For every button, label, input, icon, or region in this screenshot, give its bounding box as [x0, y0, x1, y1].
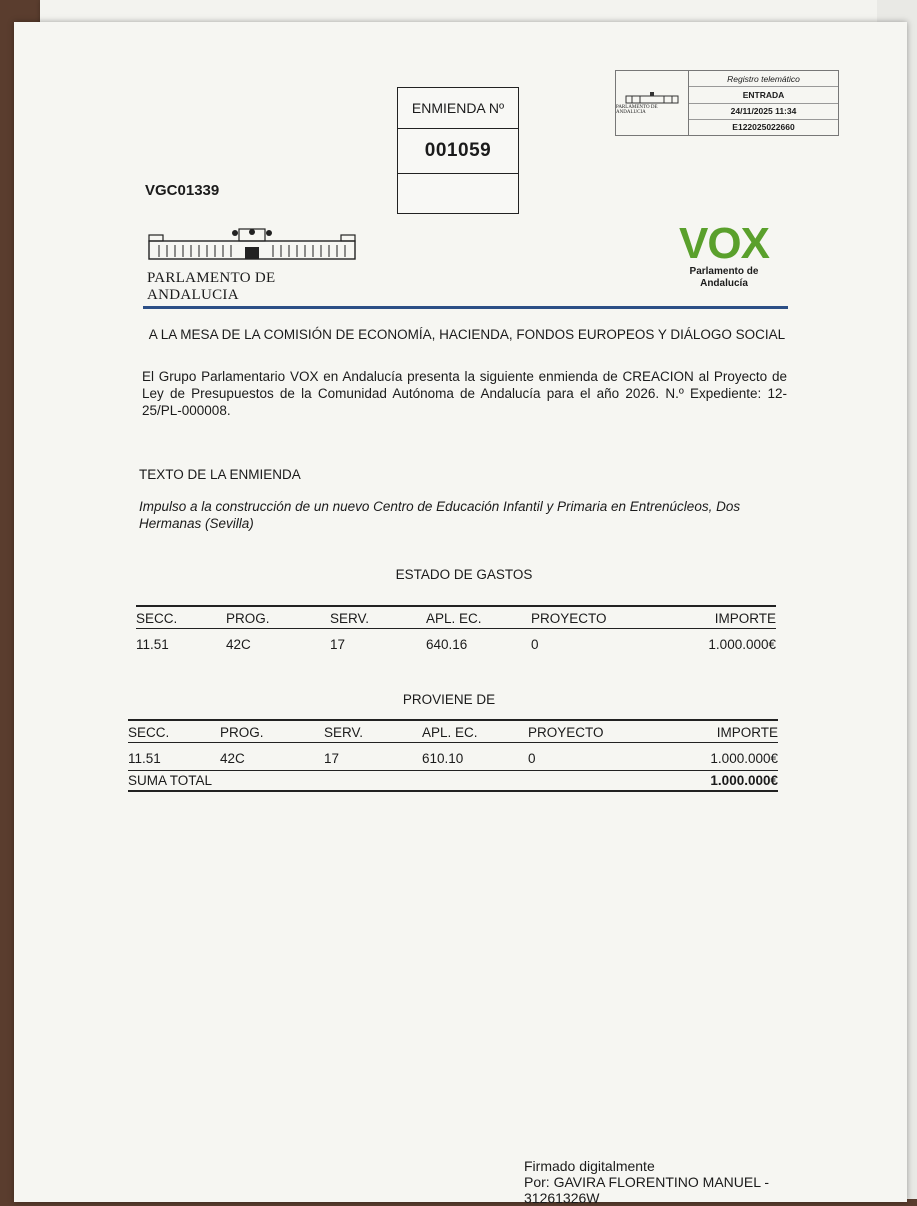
- header-apl-ec: APL. EC.: [422, 720, 528, 743]
- parlamento-name: PARLAMENTO DE ANDALUCIA: [147, 270, 276, 303]
- vox-logo: [669, 219, 779, 290]
- cell-serv: 17: [324, 751, 340, 766]
- parliament-building-icon: [147, 227, 357, 263]
- gastos-table: [136, 605, 776, 656]
- table-row: [128, 743, 778, 771]
- vox-brand: VOX: [679, 219, 769, 268]
- cell-importe: 1.000.000€: [710, 751, 778, 766]
- signature-line1: Firmado digitalmente: [524, 1158, 655, 1174]
- cell-prog: 42C: [226, 637, 251, 652]
- registro-number: E122025022660: [732, 122, 795, 133]
- header-importe: IMPORTE: [651, 606, 776, 629]
- header-secc: SECC.: [136, 606, 226, 629]
- header-apl-ec: APL. EC.: [426, 606, 531, 629]
- registro-cells: [689, 71, 838, 135]
- cell-proyecto: 0: [528, 751, 536, 766]
- enmienda-label: ENMIENDA Nº: [398, 88, 518, 129]
- header-proyecto: PROYECTO: [531, 606, 651, 629]
- cell-secc: 11.51: [128, 751, 161, 766]
- header-proyecto: PROYECTO: [528, 720, 648, 743]
- total-label: SUMA TOTAL: [128, 771, 648, 792]
- enmienda-number: 001059: [398, 129, 518, 174]
- texto-body: Impulso a la construcción de un nuevo Centro de Educación Infantil y Primaria en Entrenúcleos, Dos Hermanas (Sevilla): [139, 499, 741, 531]
- cell-importe: 1.000.000€: [708, 637, 776, 652]
- proviene-title: PROVIENE DE: [402, 692, 496, 707]
- total-row: [128, 771, 778, 792]
- header-importe: IMPORTE: [648, 720, 778, 743]
- vox-sub-line1: Parlamento de: [689, 266, 759, 277]
- proviene-header-row: [128, 720, 778, 743]
- cell-apl-ec: 640.16: [426, 637, 468, 652]
- parlamento-logo: [147, 227, 362, 304]
- registro-logo-text: PARLAMENTO DE ANDALUCIA: [616, 105, 658, 115]
- texto-title: TEXTO DE LA ENMIENDA: [139, 467, 301, 482]
- cell-prog: 42C: [220, 751, 245, 766]
- header-divider: [143, 306, 788, 309]
- gastos-header-row: [136, 606, 776, 629]
- header-prog: PROG.: [226, 606, 330, 629]
- gastos-title: ESTADO DE GASTOS: [395, 567, 533, 582]
- cell-serv: 17: [330, 637, 346, 652]
- enmienda-number-box: [397, 87, 519, 214]
- registro-logo: [616, 71, 689, 135]
- parliament-building-icon: [624, 91, 680, 105]
- registro-datetime: 24/11/2025 11:34: [689, 104, 838, 120]
- document-page: [14, 22, 907, 1206]
- signature-line2: Por: GAVIRA FLORENTINO MANUEL -: [524, 1174, 770, 1190]
- document-heading: A LA MESA DE LA COMISIÓN DE ECONOMÍA, HACIENDA, FONDOS EUROPEOS Y DIÁLOGO SOCIAL: [148, 327, 786, 342]
- total-value: 1.000.000€: [648, 771, 778, 792]
- registro-title: Registro telemático: [689, 71, 838, 87]
- header-serv: SERV.: [330, 606, 426, 629]
- registro-type: ENTRADA: [689, 87, 838, 103]
- registro-stamp: [615, 70, 839, 136]
- vox-sub-line2: Andalucía: [700, 278, 748, 289]
- header-prog: PROG.: [220, 720, 324, 743]
- cell-proyecto: 0: [531, 637, 539, 652]
- signature-line3: 31261326W: [524, 1190, 600, 1206]
- cell-secc: 11.51: [136, 637, 169, 652]
- table-row: [136, 629, 776, 657]
- proviene-table: [128, 719, 778, 792]
- intro-paragraph: El Grupo Parlamentario VOX en Andalucía presenta la siguiente enmienda de CREACION al Proyecto de Ley de Presupuestos de la Comunidad Autónoma de Andalucía para el año 2026. N.º Expediente: 12-25/PL-000008.: [142, 369, 787, 418]
- header-secc: SECC.: [128, 720, 220, 743]
- document-code: VGC01339: [145, 182, 220, 199]
- header-serv: SERV.: [324, 720, 422, 743]
- cell-apl-ec: 610.10: [422, 751, 464, 766]
